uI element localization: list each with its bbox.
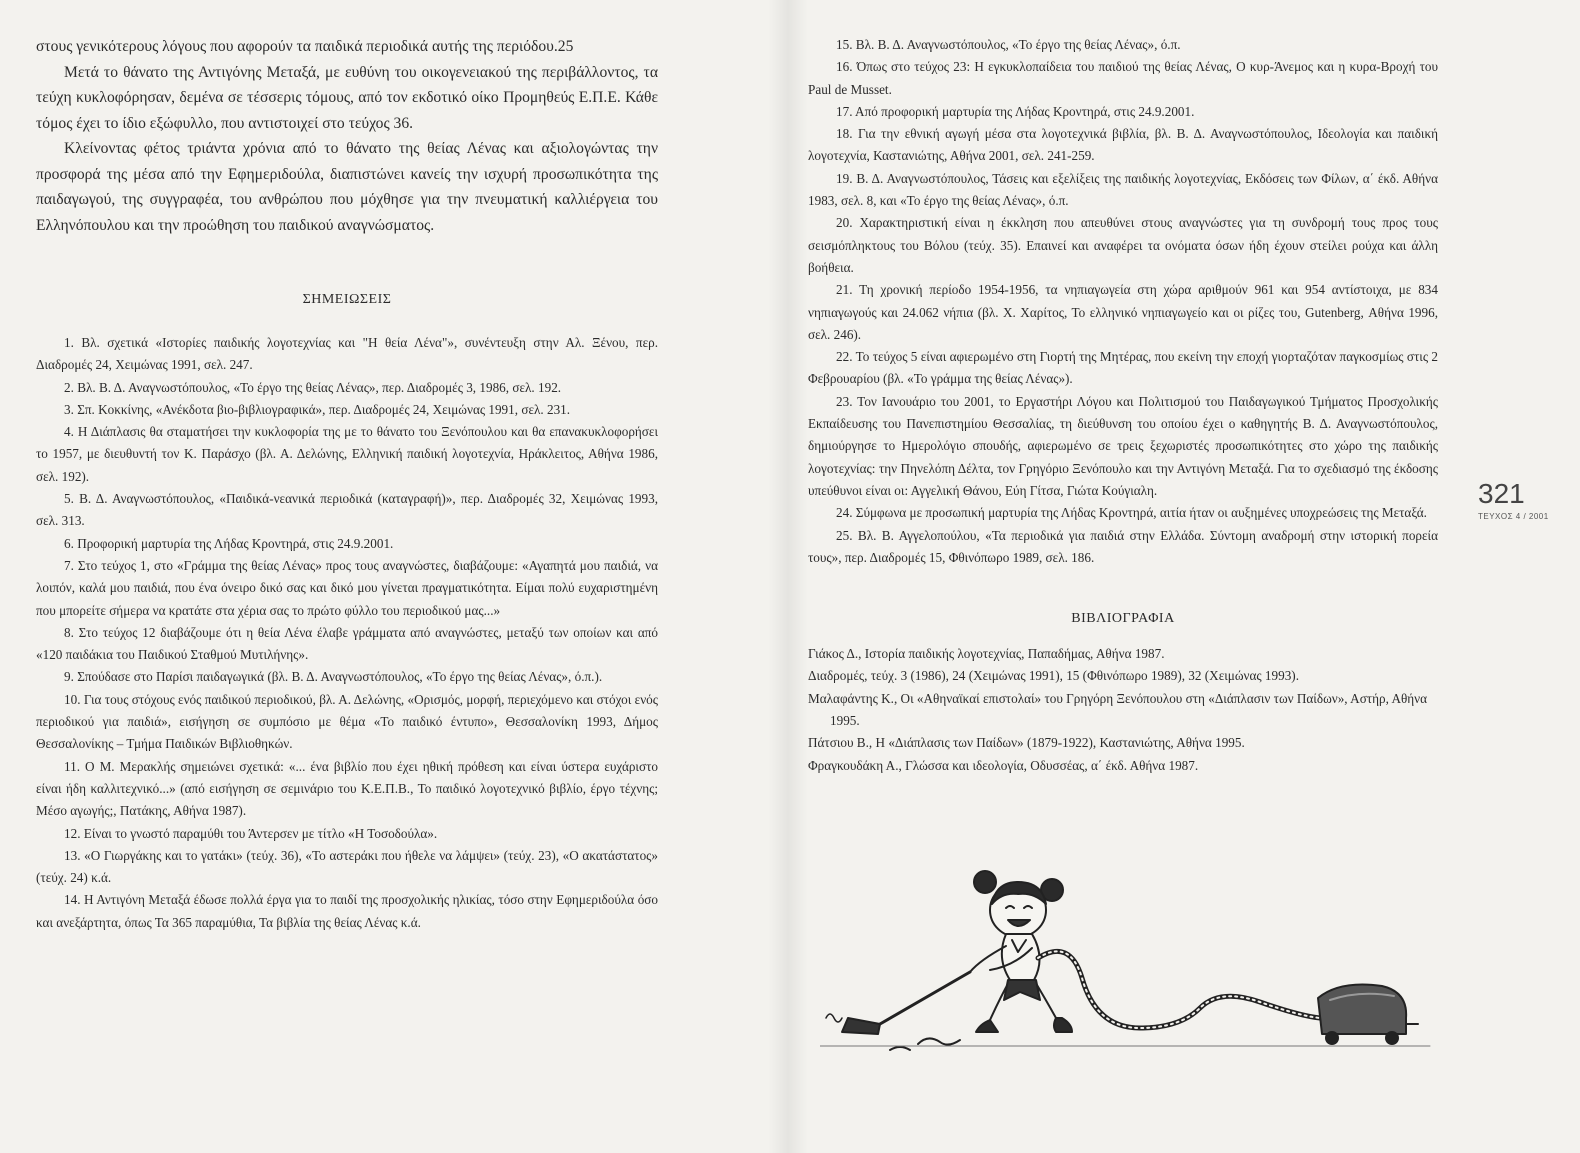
note-item: 1. Βλ. σχετικά «Ιστορίες παιδικής λογοτεχνίας και "Η θεία Λένα"», συνέντευξη στην Αλ. Ξένου, περ. Διαδρομές 24, Χειμώνας 1991, σελ. 247. — [36, 335, 658, 373]
note-item: 11. Ο Μ. Μερακλής σημειώνει σχετικά: «... ένα βιβλίο που έχει ηθική πρόθεση και είναι ύστερα ευχάριστο είναι ήδη καλλιτεχνικό...» (από εισήγηση σε σεμινάριο του Κ.Ε.Π.Β., Το παιδικό λογοτεχνικό βιβλίο, έργο τέχνης; Μέσο αγωγής;, Πατάκης, Αθήνα 1987). — [36, 758, 658, 819]
note-item: 8. Στο τεύχος 12 διαβάζουμε ότι η θεία Λένα έλαβε γράμματα από αναγνώστες, μεταξύ των οποίων και από «120 παιδάκια του Παιδικού Σταθμού Μυτιλήνης». — [36, 624, 658, 663]
page-gutter — [768, 0, 808, 1153]
bibliography-item: Γιάκος Δ., Ιστορία παιδικής λογοτεχνίας, Παπαδήμας, Αθήνα 1987. — [808, 646, 1165, 662]
note-item: 4. Η Διάπλασις θα σταματήσει την κυκλοφορία της με το θάνατο του Ξενόπουλου και θα επανακυκλοφορήσει το 1957, με διευθυντή τον Κ. Παράσχο (βλ. Α. Δελώνης, Ελληνική παιδική λογοτεχνία, Ηράκλειτος, Αθήνα 1986, σελ. 192). — [36, 424, 658, 484]
page-number: 321 — [1478, 478, 1525, 509]
note-item: 18. Για την εθνική αγωγή μέσα στα λογοτεχνικά βιβλία, βλ. Β. Δ. Αναγνωστόπουλος, Ιδεολογία και παιδική λογοτεχνία, Καστανιώτης, Αθήνα 2001, σελ. 241-259. — [808, 126, 1438, 164]
note-item: 10. Για τους στόχους ενός παιδικού περιοδικού, βλ. Α. Δελώνης, «Ορισμός, μορφή, περιεχόμενο και στόχοι ενός περιοδικού για παιδιά», εισήγηση σε συμπόσιο με θέμα «Το παιδικό έντυπο», Θεσσαλονίκη 1993, Δήμος Θεσσαλονίκης – Τμήμα Παιδικών Βιβλιοθηκών. — [36, 691, 658, 752]
notes-list-continued — [808, 34, 1438, 569]
note-item: 25. Βλ. Β. Αγγελοπούλου, «Τα περιοδικά για παιδιά στην Ελλάδα. Σύντομη αναδρομή στην ιστορική πορεία τους», περ. Διαδρομές 15, Φθινόπωρο 1989, σελ. 186. — [808, 527, 1438, 565]
note-item: 5. Β. Δ. Αναγνωστόπουλος, «Παιδικά-νεανικά περιοδικά (καταγραφή)», περ. Διαδρομές 32, Χειμώνας 1993, σελ. 313. — [36, 491, 658, 529]
girl-with-vacuum-cleaner-illustration — [820, 868, 1432, 1068]
note-item: 19. Β. Δ. Αναγνωστόπουλος, Τάσεις και εξελίξεις της παιδικής λογοτεχνίας, Εκδόσεις των Φίλων, α΄ έκδ. Αθήνα 1983, σελ. 8, και «Το έργο της θείας Λένας», ό.π. — [808, 170, 1438, 209]
folio — [1478, 478, 1568, 521]
bibliography-item: Μαλαφάντης Κ., Οι «Αθηναϊκαί επιστολαί» του Γρηγόρη Ξενόπουλου στη «Διάπλασιν των Παίδων», Αστήρ, Αθήνα 1995. — [808, 690, 1428, 729]
bibliography-item: Διαδρομές, τεύχ. 3 (1986), 24 (Χειμώνας 1991), 15 (Φθινόπωρο 1989), 32 (Χειμώνας 1993). — [808, 668, 1299, 684]
note-item: 24. Σύμφωνα με προσωπική μαρτυρία της Λήδας Κροντηρά, αιτία ήταν οι αυξημένες υποχρεώσεις της Μεταξά. — [836, 505, 1427, 521]
note-item: 23. Τον Ιανουάριο του 2001, το Εργαστήρι Λόγου και Πολιτισμού του Παιδαγωγικού Τμήματος Προσχολικής Εκπαίδευσης του Πανεπιστημίου Θεσσαλίας, τη διεύθυνση του οποίου έχει ο καθηγητής Β. Δ. Αναγνωστόπουλος, δημιούργησε το Ημερολόγιο σπουδής, αφιερωμένο σε τρεις ξεχωριστές προσωπικότητες στο χώρο της παιδικής λογοτεχνίας: την Πηνελόπη Δέλτα, τον Γρηγόριο Ξενόπουλο και την Αντιγόνη Μεταξά. Για το σχεδιασμό της έκδοσης υπεύθυνοι είναι οι: Αγγελική Θάνου, Εύη Γίτσα, Γιώτα Κούγιαλη. — [808, 393, 1438, 498]
note-item: 6. Προφορική μαρτυρία της Λήδας Κροντηρά, στις 24.9.2001. — [64, 535, 394, 551]
note-item: 9. Σπούδασε στο Παρίσι παιδαγωγικά (βλ. Β. Δ. Αναγνωστόπουλος, «Το έργο της θείας Λένας», ό.π.). — [64, 669, 603, 685]
note-item: 2. Βλ. Β. Δ. Αναγνωστόπουλος, «Το έργο της θείας Λένας», περ. Διαδρομές 3, 1986, σελ. 192. — [64, 379, 562, 395]
note-item: 13. «Ο Γιωργάκης και το γατάκι» (τεύχ. 36), «Το αστεράκι που ήθελε να λάμψει» (τεύχ. 23), «Ο ακατάστατος» (τεύχ. 24) κ.ά. — [36, 847, 658, 886]
bibliography-heading: ΒΙΒΛΙΟΓΡΑΦΙΑ — [1071, 611, 1175, 627]
right-page — [808, 34, 1438, 777]
note-item: 22. Το τεύχος 5 είναι αφιερωμένο στη Γιορτή της Μητέρας, που εκείνη την εποχή γιορταζόταν παγκοσμίως στις 2 Φεβρουαρίου (βλ. «Το γράμμα της θείας Λένας»). — [808, 349, 1438, 387]
bibliography-list — [808, 643, 1438, 777]
note-item: 20. Χαρακτηριστική είναι η έκκληση που απευθύνει στους αναγνώστες για τη συνδρομή τους προς τους σεισμόπληκτους του Βόλου (τεύχ. 35). Επαινεί και αναφέρει τα ονόματα όσων ήδη έχουν στείλει ρούχα και άλλη βοήθεια. — [808, 215, 1438, 275]
body-paragraph: στους γενικότερους λόγους που αφορούν τα παιδικά περιοδικά αυτής της περιόδου.25 — [36, 38, 574, 55]
body-paragraph: Κλείνοντας φέτος τριάντα χρόνια από το θάνατο της θείας Λένας και αξιολογώντας την προσφορά της μέσα από την Εφημεριδούλα, διαπιστώνει κανείς την ισχυρή προσωπικότητα της παιδαγωγού, της συγγραφέα, του ανθρώπου που μόχθησε για την πνευματική καλλιέργεια του Ελληνόπουλου και την προώθηση του παιδικού αναγνώσματος. — [36, 140, 658, 234]
note-item: 7. Στο τεύχος 1, στο «Γράμμα της θείας Λένας» προς τους αναγνώστες, διαβάζουμε: «Αγαπητά μου παιδιά, να λοιπόν, καλά μου παιδιά, που ένα όνειρο δικό σας και δικό μου γίνεται πραγματικότητα. Είμαι πολύ ευχαριστημένη που μπορείτε σήμερα να κρατάτε στα χέρια σας το πρώτο φύλλο του περιοδικού μας...» — [36, 557, 658, 618]
body-paragraph: Μετά το θάνατο της Αντιγόνης Μεταξά, με ευθύνη του οικογενειακού της περιβάλλοντος, τα τεύχη κυκλοφόρησαν, δεμένα σε τέσσερις τόμους, από τον εκδοτικό οίκο Προμηθεύς Ε.Π.Ε. Κάθε τόμος έχει το ίδιο εξώφυλλο, που αντιστοιχεί στο τεύχος 36. — [36, 63, 658, 132]
note-item: 17. Από προφορική μαρτυρία της Λήδας Κροντηρά, στις 24.9.2001. — [836, 103, 1195, 119]
notes-heading: ΣΗΜΕΙΩΣΕΙΣ — [302, 292, 392, 307]
issue-label: ΤΕΥΧΟΣ 4 / 2001 — [1478, 512, 1549, 521]
note-item: 12. Είναι το γνωστό παραμύθι του Άντερσεν με τίτλο «Η Τοσοδούλα». — [64, 825, 438, 841]
bibliography-item: Πάτσιου Β., Η «Διάπλασις των Παίδων» (1879-1922), Καστανιώτης, Αθήνα 1995. — [808, 735, 1245, 751]
note-item: 16. Όπως στο τεύχος 23: Η εγκυκλοπαίδεια του παιδιού της θείας Λένας, Ο κυρ-Άνεμος και η κυρα-Βροχή του Paul de Musset. — [808, 59, 1438, 97]
notes-list — [36, 332, 658, 934]
note-item: 3. Σπ. Κοκκίνης, «Ανέκδοτα βιο-βιβλιογραφικά», περ. Διαδρομές 24, Χειμώνας 1991, σελ. 231. — [64, 401, 571, 417]
note-item: 21. Τη χρονική περίοδο 1954-1956, τα νηπιαγωγεία στη χώρα αριθμούν 961 και 954 αντίστοιχα, με 834 νηπιαγωγούς και 24.062 νήπια (βλ. Χ. Χαρίτος, Το ελληνικό νηπιαγωγείο και οι ρίζες του, Gutenberg, Αθήνα 1996, σελ. 246). — [808, 282, 1438, 342]
left-page — [36, 34, 658, 934]
note-item: 15. Βλ. Β. Δ. Αναγνωστόπουλος, «Το έργο της θείας Λένας», ό.π. — [836, 37, 1181, 52]
note-item: 14. Η Αντιγόνη Μεταξά έδωσε πολλά έργα για το παιδί της προσχολικής ηλικίας, τόσο στην Εφημεριδούλα όσο και ανεξάρτητα, όπως Τα 365 παραμύθια, Τα βιβλία της θείας Λένας κ.ά. — [36, 892, 658, 930]
bibliography-item: Φραγκουδάκη Α., Γλώσσα και ιδεολογία, Οδυσσέας, α΄ έκδ. Αθήνα 1987. — [808, 757, 1199, 773]
